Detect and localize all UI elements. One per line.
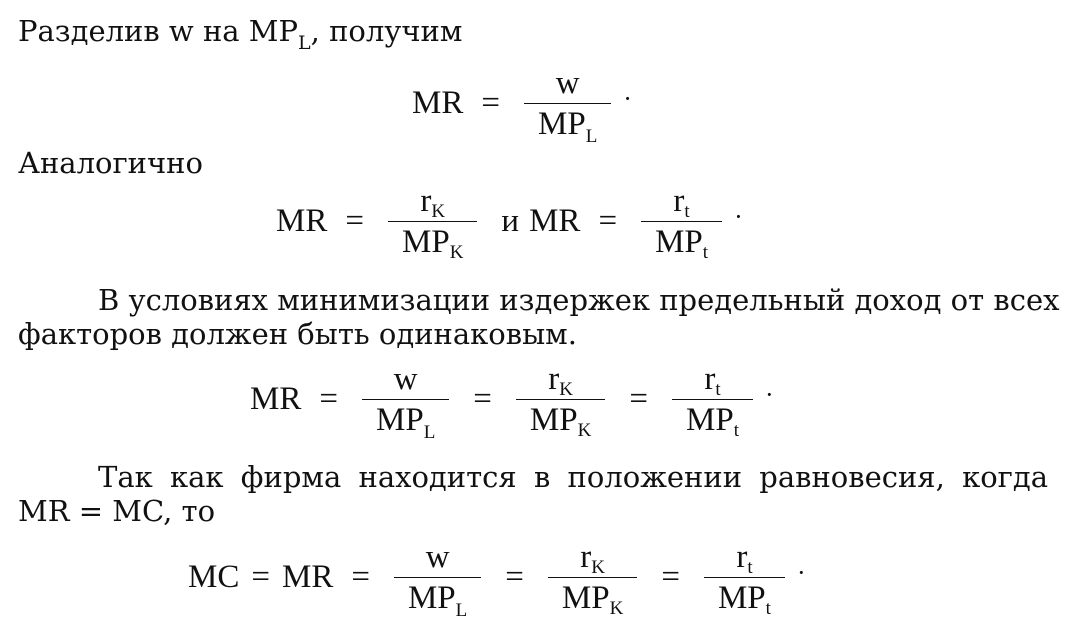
symbol-mc: MC <box>188 558 240 595</box>
equals-sign: = <box>661 558 680 595</box>
denominator-mpt: $MP_t$ <box>655 223 709 263</box>
fraction-w-over-mpl <box>524 63 611 147</box>
period-dot: · <box>734 202 743 231</box>
symbol-mr: MR <box>276 202 328 239</box>
subscript-L: L <box>298 32 311 54</box>
formula-mr-capital-land <box>276 176 743 266</box>
paragraph-divide-w <box>18 14 1048 54</box>
denominator-mpt: $MP_t$ <box>717 579 771 619</box>
fraction-rk-over-mpk <box>388 181 477 262</box>
equals-sign: = <box>473 380 492 417</box>
text-we-get: , получим <box>310 14 463 48</box>
paragraph-cost-minimization-line2 <box>18 317 1048 351</box>
word-and: и <box>501 202 520 239</box>
denominator-mpl: $MP_L$ <box>375 401 436 443</box>
equals-sign: = <box>629 380 648 417</box>
fraction-rt-over-mpt <box>672 359 753 440</box>
numerator-w: w <box>425 538 450 575</box>
denominator-mpk: $MP_K$ <box>561 579 624 619</box>
fraction-rt-over-mpt <box>641 181 722 262</box>
fraction-rt-over-mpt <box>704 537 785 618</box>
paragraph-equilibrium-line1 <box>98 460 1048 494</box>
equals-sign: = <box>481 84 500 121</box>
paragraph-similarly <box>18 146 1048 180</box>
fraction-w-over-mpl <box>362 359 449 443</box>
formula-mr-labor <box>412 58 632 148</box>
fraction-rk-over-mpk <box>516 359 605 440</box>
paragraph-equilibrium-line2 <box>18 494 1048 528</box>
numerator-rk: $r_K$ <box>548 360 573 400</box>
equals-sign: = <box>251 558 270 595</box>
symbol-mr: MR <box>412 84 464 121</box>
equals-sign: = <box>598 202 618 239</box>
paragraph-cost-minimization-line1 <box>98 283 1060 317</box>
equals-sign: = <box>319 380 338 417</box>
period-dot: · <box>796 558 806 587</box>
fraction-rk-over-mpk <box>548 537 637 618</box>
formula-mr-all-factors <box>250 354 774 444</box>
numerator-w: w <box>393 360 418 397</box>
period-dot: · <box>623 84 632 113</box>
text-mr-equals-mc: MR = MC, то <box>18 494 216 528</box>
numerator-rk: $r_K$ <box>580 538 605 578</box>
numerator-rt: $r_t$ <box>736 538 753 578</box>
denominator-mpl: $MP_L$ <box>537 105 598 147</box>
text-equilibrium: Так как фирма находится в положении равновесия, когда <box>98 460 1048 494</box>
denominator-mpl: $MP_L$ <box>407 579 468 621</box>
numerator-rk: $r_K$ <box>420 182 446 222</box>
numerator-rt: $r_t$ <box>704 360 721 400</box>
equals-sign: = <box>351 558 370 595</box>
denominator-mpt: $MP_t$ <box>685 401 739 441</box>
numerator-rt: $r_t$ <box>673 182 690 222</box>
symbol-mr: MR <box>529 202 581 239</box>
equals-sign: = <box>345 202 364 239</box>
fraction-w-over-mpl <box>394 537 481 621</box>
denominator-mpk: $MP_K$ <box>401 223 464 263</box>
denominator-mpk: $MP_K$ <box>529 401 592 441</box>
period-dot: · <box>764 380 774 409</box>
symbol-mr: MR <box>281 558 334 595</box>
text-similarly: Аналогично <box>18 146 203 180</box>
equals-sign: = <box>505 558 524 595</box>
numerator-w: w <box>555 64 580 101</box>
text-factors-equal: факторов должен быть одинаковым. <box>18 317 577 351</box>
formula-mc-equals-mr <box>188 532 806 622</box>
text-divide-w: Разделив w на MP <box>18 14 299 48</box>
text-cost-minimization: В условиях минимизации издержек предельный доход от всех <box>98 283 1060 317</box>
symbol-mr: MR <box>250 380 302 417</box>
